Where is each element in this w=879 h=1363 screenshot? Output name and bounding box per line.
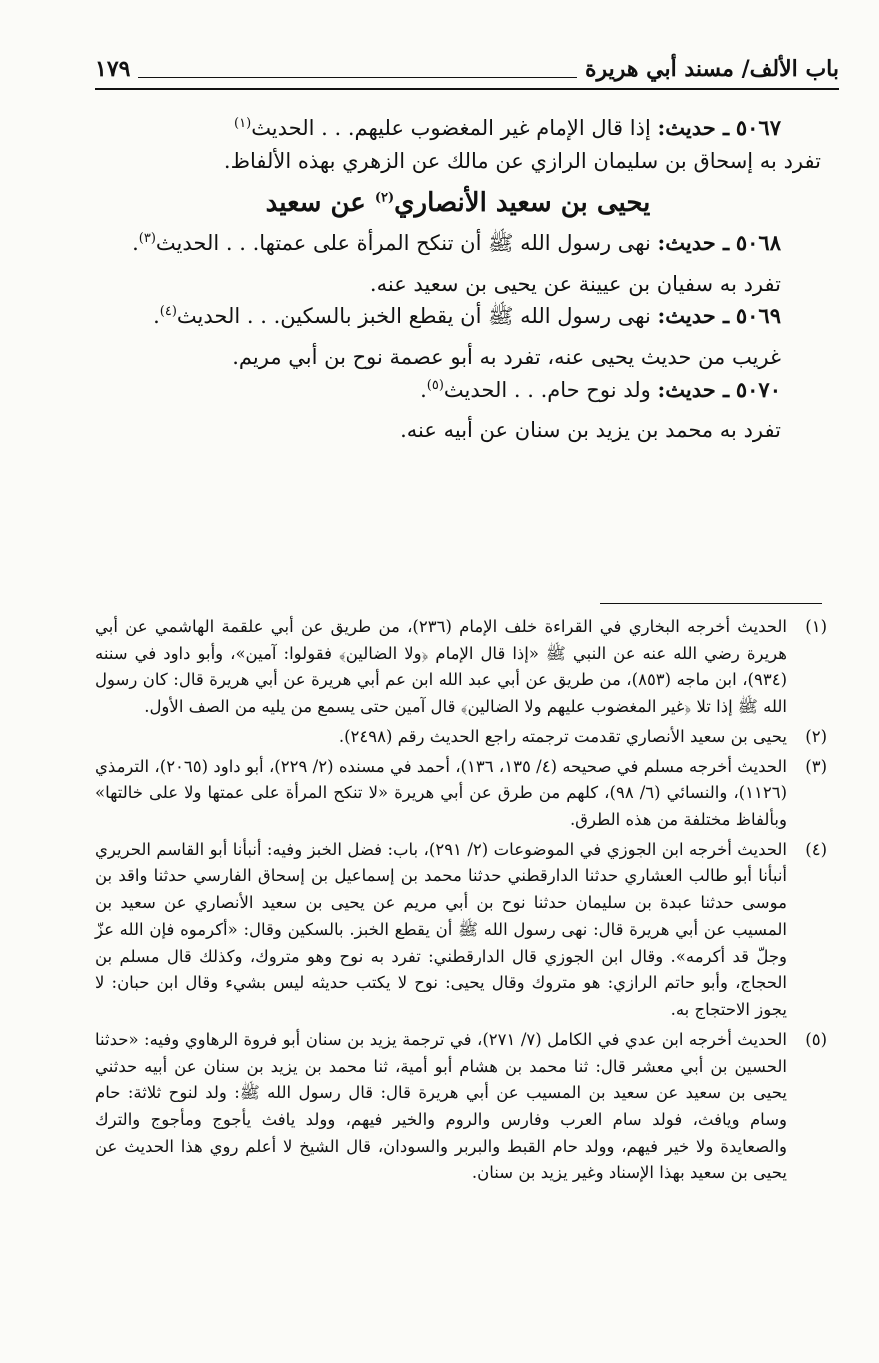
hadith-label: حديث: [657,376,716,402]
footnote-ref: (٢) [374,190,395,206]
footnote-ref: (١) [234,116,252,131]
note-paragraph: تفرد به محمد بن يزيد بن سنان عن أبيه عنه. [400,418,781,443]
hadith-number: ٥٠٦٩ [735,303,781,329]
page-number: ١٧٩ [95,56,131,82]
footnote-number: (١) [805,617,827,636]
hadith-entry-5069: ٥٠٦٩ ـ حديث: نهى رسول الله ﷺ أن يقطع الخبز بالسكين. . . الحديث$^{(٤)}$. [153,303,781,329]
footnote-number: (٤) [805,839,827,859]
footnote [95,754,827,834]
footnote-text: الحديث أخرجه ابن عدي في الكامل (٧/ ٢٧١)، في ترجمة يزيد بن سنان أبو فروة الرهاوي وفيه: «حدثنا الحسين بن أبي معشر قال: ثنا محمد بن هشام أبو أمية، ثنا محمد بن يزيد بن سنان عن أبيه حدثني يحيى بن سعيد عن سعيد بن المسيب عن أبي هريرة قال: قال رسول الله ﷺ: ولد لنوح ثلاثة: حام وسام ويافث، فولد سام العرب وفارس والروم والخير فيهم، وولد يافث يأجوج ومأجوج والترك والصعايدة ولا خير فيهم، وولد حام القبط والبربر والسودان، قال الشيخ لا أعلم روي هذا الحديث عن يحيى بن سعيد بهذا الإسناد وغير يزيد بن سنان. [95,1029,787,1183]
note-paragraph: تفرد به إسحاق بن سليمان الرازي عن مالك عن الزهري بهذه الألفاظ. [223,148,821,173]
footnote-ref: (٤) [159,304,177,320]
hadith-text: ولد نوح حام. . . الحديث [443,377,651,402]
footnote [95,614,827,721]
footnote-number: (٢) [805,726,827,746]
footnote [95,1027,827,1187]
footnote [95,724,827,751]
footnote-text: الحديث أخرجه مسلم في صحيحه (٤/ ١٣٥، ١٣٦)، أحمد في مسنده (٢/ ٢٢٩)، أبو داود (٢٠٦٥)، الترمذي (١١٢٦)، والنسائي (٦/ ٩٨)، كلهم من طرق عن أبي هريرة «لا تنكح المرأة على عمتها ولا على خالتها» وبألفاظ مختلفة من هذه الطرق. [95,756,787,830]
footnote-ref: (٣) [138,231,156,247]
note-paragraph: غريب من حديث يحيى عنه، تفرد به أبو عصمة نوح بن أبي مريم. [232,345,781,370]
footnote-number: (٣) [805,756,827,776]
footnote-ref: (٥) [426,377,444,393]
running-title: باب الألف/ مسند أبي هريرة [584,56,839,82]
footnote-number: (٥) [805,1029,827,1049]
hadith-entry-5067: ٥٠٦٧ ـ حديث: إذا قال الإمام غير المغضوب عليهم. . . الحديث$^{(١)}$ [234,115,781,140]
hadith-text: نهى رسول الله ﷺ أن يقطع الخبز بالسكين. . . الحديث [176,304,651,329]
header-rule [138,77,577,78]
hadith-number: ٥٠٧٠ [735,376,781,402]
main-text [95,112,821,447]
hadith-text: إذا قال الإمام غير المغضوب عليهم. . . الحديث [251,116,651,140]
footnote-text: الحديث أخرجه البخاري في القراءة خلف الإمام (٢٣٦)، من طريق عن أبي علقمة الهاشمي عن أبي هريرة رضي الله عنه عن النبي ﷺ «إذا قال الإمام ﴿ولا الضالين﴾ فقولوا: آمين»، وأبو داود في سننه (٩٣٤)، ابن ماجه (٨٥٣)، من طريق عن أبي عبد الله ابن عم أبي هريرة عن أبي هريرة قال: كان رسول الله ﷺ إذا تلا ﴿غير المغضوب عليهم ولا الضالين﴾ قال آمين حتى يسمع من يليه من الصف الأول. [95,617,788,717]
hadith-text: نهى رسول الله ﷺ أن تنكح المرأة على عمتها. . . الحديث [155,231,651,256]
footnote-text: الحديث أخرجه ابن الجوزي في الموضوعات (٢/ ٢٩١)، باب: فضل الخبز وفيه: أنبأنا أبو القاسم الحريري أنبأنا أبو طالب العشاري حدثنا الدارقطني حدثنا محمد بن إسماعيل بن إسحاق الفارسي حدثنا واقد بن موسى حدثنا عبدة بن سليمان حدثنا نوح بن أبي مريم عن يحيى بن سعيد الأنصاري عن سعيد بن المسيب عن أبي هريرة قال: نهى رسول الله ﷺ أن يقطع الخبز. بالسكين وقال: «أكرموه فإن الله عزّ وجلّ قد أكرمه». وقال ابن الجوزي قال الدارقطني: تفرد به نوح وهو متروك، وكذلك قال مسلم بن الحجاج، وأبو حاتم الرازي: هو متروك وقال يحيى: نوح لا يكتب حديثه ليس بشيء وقال ابن حبان: لا يجوز الاحتجاج به. [95,839,788,1020]
footnote-separator [600,603,822,604]
hadith-number: ٥٠٦٧ [735,115,781,140]
footnote [95,837,827,1024]
hadith-label: حديث: [657,303,716,329]
page-header [95,44,839,90]
section-heading: يحيى بن سعيد الأنصاري$^{(٢)}$ عن سعيد [265,188,651,219]
hadith-label: حديث: [657,230,716,256]
note-paragraph: تفرد به سفيان بن عيينة عن يحيى بن سعيد عنه. [369,271,781,296]
hadith-number: ٥٠٦٨ [735,230,781,256]
footnote-text: يحيى بن سعيد الأنصاري تقدمت ترجمته راجع الحديث رقم (٢٤٩٨). [338,726,787,746]
hadith-entry-5068: ٥٠٦٨ ـ حديث: نهى رسول الله ﷺ أن تنكح المرأة على عمتها. . . الحديث$^{(٣)}$. [132,230,781,256]
footnotes [95,614,827,1190]
hadith-entry-5070: ٥٠٧٠ ـ حديث: ولد نوح حام. . . الحديث$^{(٥)}$. [420,376,781,402]
hadith-label: حديث: [657,115,716,140]
